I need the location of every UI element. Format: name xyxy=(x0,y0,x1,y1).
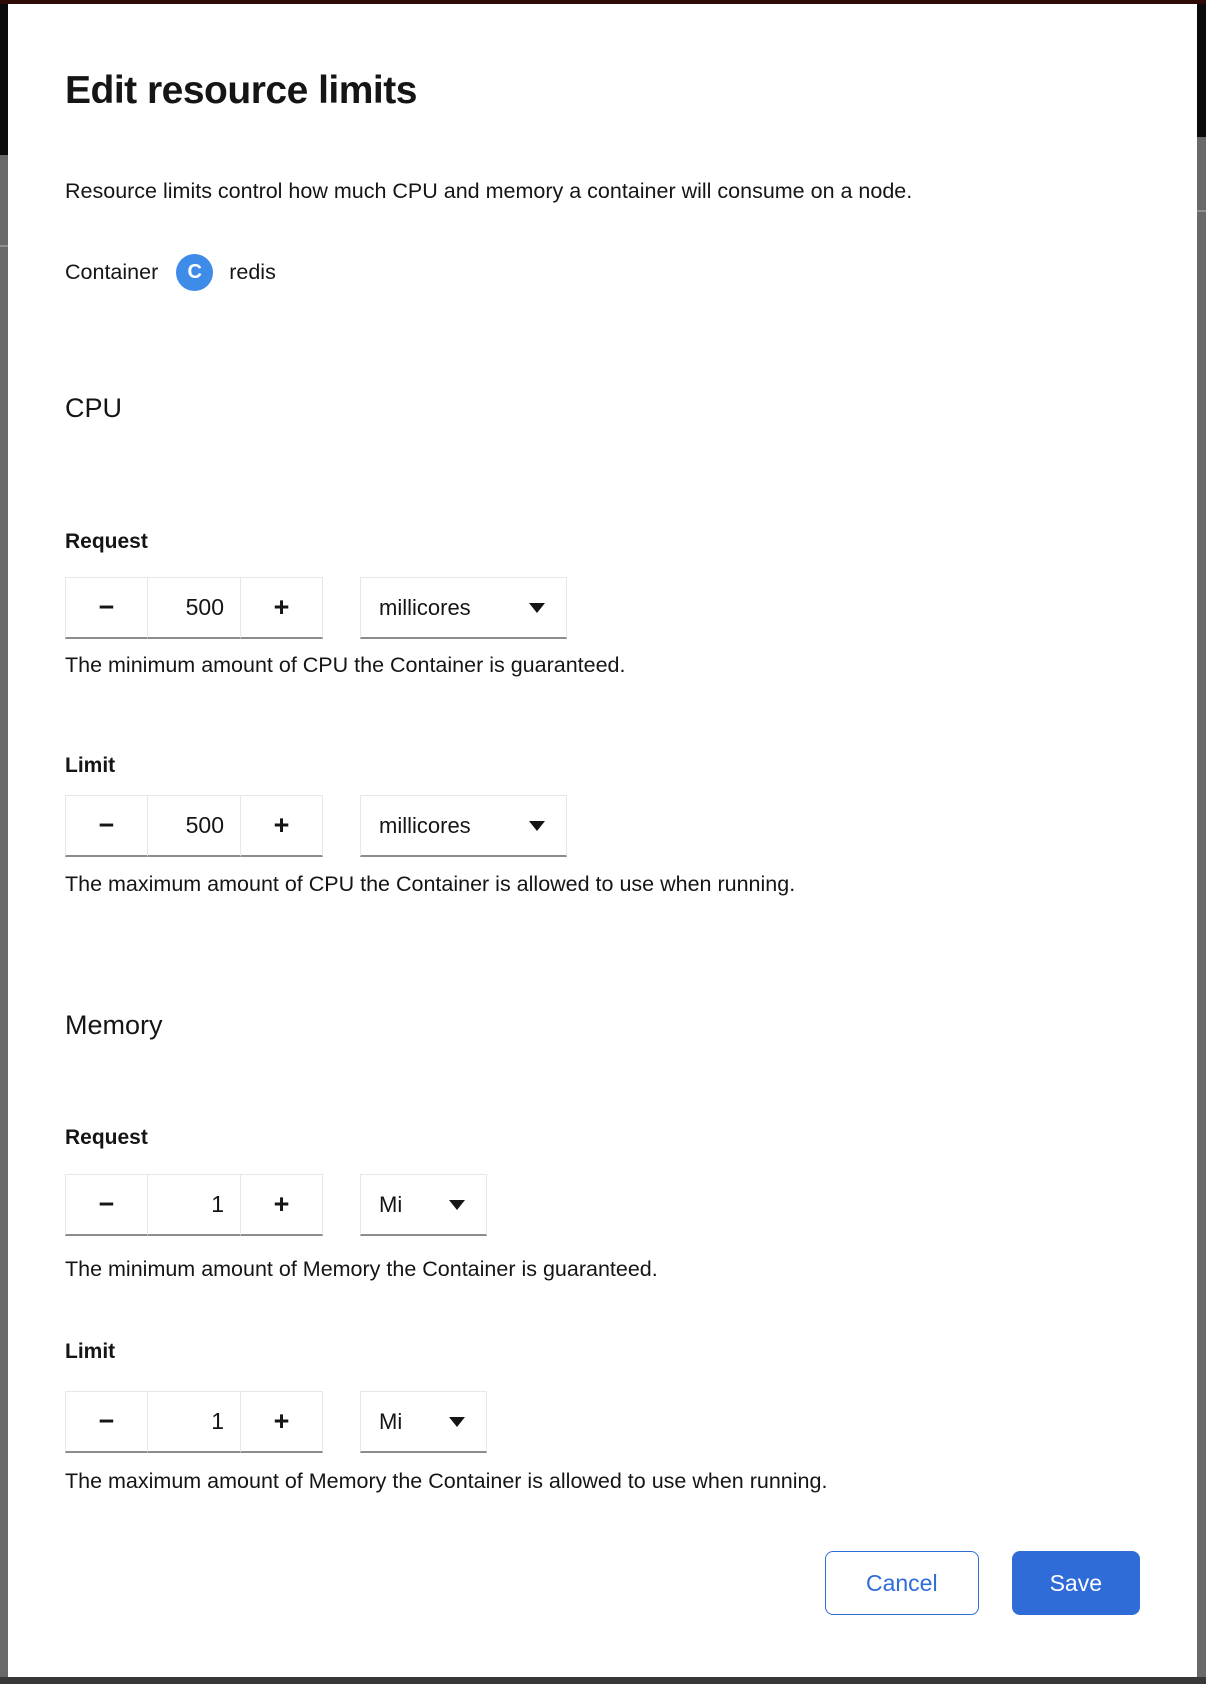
backdrop-right-divider xyxy=(1197,210,1206,212)
backdrop-left-dark-segment xyxy=(0,4,8,155)
minus-button[interactable]: − xyxy=(65,1391,148,1453)
cpu-request-controls xyxy=(65,577,1140,639)
minus-button[interactable]: − xyxy=(65,1174,148,1236)
memory-request-unit-select[interactable] xyxy=(360,1174,487,1236)
cancel-button[interactable]: Cancel xyxy=(825,1551,979,1615)
cpu-request-number-spinner xyxy=(65,577,323,639)
memory-limit-unit-select[interactable] xyxy=(360,1391,487,1453)
memory-limit-help-text: The maximum amount of Memory the Container is allowed to use when running. xyxy=(65,1469,828,1493)
memory-limit-controls xyxy=(65,1391,1140,1453)
number-input[interactable] xyxy=(147,1391,241,1453)
caret-down-icon xyxy=(449,1200,465,1210)
cpu-request-unit-select[interactable] xyxy=(360,577,567,639)
cpu-limit-number-spinner xyxy=(65,795,323,857)
number-input[interactable] xyxy=(147,795,241,857)
backdrop-bottom-strip xyxy=(0,1677,1206,1684)
caret-down-icon xyxy=(529,821,545,831)
cpu-section-heading: CPU xyxy=(65,393,123,423)
backdrop-right-dark-segment xyxy=(1197,4,1206,137)
container-badge: C xyxy=(176,254,213,291)
memory-limit-number-spinner xyxy=(65,1391,323,1453)
cpu-request-help-text: The minimum amount of CPU the Container is guaranteed. xyxy=(65,653,626,677)
backdrop-right-strip xyxy=(1197,4,1206,1677)
container-name: redis xyxy=(229,260,276,284)
backdrop-left-divider xyxy=(0,245,8,247)
memory-section-heading: Memory xyxy=(65,1010,163,1040)
cpu-limit-help-text: The maximum amount of CPU the Container is allowed to use when running. xyxy=(65,872,796,896)
cpu-request-label: Request xyxy=(65,530,148,553)
plus-button[interactable]: + xyxy=(240,1391,323,1453)
plus-button[interactable]: + xyxy=(240,577,323,639)
number-input[interactable] xyxy=(147,577,241,639)
caret-down-icon xyxy=(449,1417,465,1427)
cpu-limit-unit-select[interactable] xyxy=(360,795,567,857)
plus-button[interactable]: + xyxy=(240,795,323,857)
backdrop-left-strip xyxy=(0,4,8,1677)
cpu-limit-label: Limit xyxy=(65,754,116,777)
minus-button[interactable]: − xyxy=(65,577,148,639)
unit-select-value: Mi xyxy=(379,1408,403,1434)
modal-footer xyxy=(65,1551,1140,1615)
container-label: Container xyxy=(65,260,159,284)
unit-select-value: millicores xyxy=(379,594,471,620)
memory-limit-label: Limit xyxy=(65,1340,116,1363)
cpu-limit-controls xyxy=(65,795,1140,857)
modal-description: Resource limits control how much CPU and memory a container will consume on a node. xyxy=(65,179,913,203)
edit-resource-limits-modal xyxy=(8,4,1197,1677)
memory-request-controls xyxy=(65,1174,1140,1236)
memory-request-label: Request xyxy=(65,1126,148,1149)
modal-title: Edit resource limits xyxy=(65,69,417,112)
unit-select-value: millicores xyxy=(379,812,471,838)
unit-select-value: Mi xyxy=(379,1191,403,1217)
container-row xyxy=(65,254,1140,291)
memory-request-help-text: The minimum amount of Memory the Container is guaranteed. xyxy=(65,1257,658,1281)
number-input[interactable] xyxy=(147,1174,241,1236)
memory-request-number-spinner xyxy=(65,1174,323,1236)
minus-button[interactable]: − xyxy=(65,795,148,857)
plus-button[interactable]: + xyxy=(240,1174,323,1236)
save-button[interactable]: Save xyxy=(1012,1551,1140,1615)
caret-down-icon xyxy=(529,603,545,613)
